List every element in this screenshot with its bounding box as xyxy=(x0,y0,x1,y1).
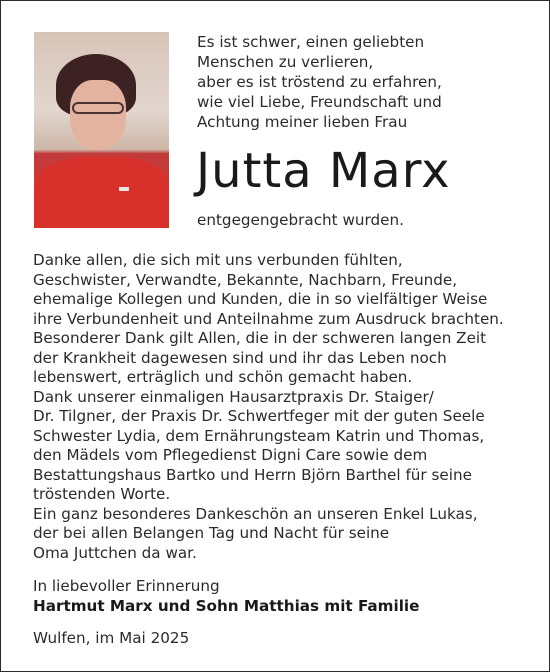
portrait-photo xyxy=(34,32,169,228)
verse xyxy=(197,32,442,132)
verse-line: Menschen zu verlieren, xyxy=(197,53,374,71)
thanks-line: ehemalige Kollegen und Kunden, die in so vielfältiger Weise xyxy=(33,290,488,308)
thanks-line: Schwester Lydia, dem Ernährungsteam Katrin und Thomas, xyxy=(33,426,485,445)
thanks-line: Besonderer Dank gilt Allen, die in der schweren langen Zeit xyxy=(33,329,487,347)
photo-face xyxy=(70,80,126,150)
photo-glasses xyxy=(72,102,124,114)
closing-phrase: In liebevoller Erinnerung xyxy=(33,577,220,595)
thanks-line: Dank unserer einmaligen Hausarztpraxis Dr. Staiger/ xyxy=(33,387,434,406)
thanks-line: Danke allen, die sich mit uns verbunden fühlten, xyxy=(33,251,403,269)
signature: Hartmut Marx und Sohn Matthias mit Familie xyxy=(33,597,420,615)
thanks-line: Bestattungshaus Bartko und Herrn Björn Barthel für seine xyxy=(33,465,472,484)
thanks-line: Ein ganz besonderes Dankeschön an unseren Enkel Lukas, xyxy=(33,504,478,523)
photo-shirt xyxy=(34,157,169,228)
verse-continuation: entgegengebracht wurden. xyxy=(197,211,404,229)
thanks-line: Dr. Tilgner, der Praxis Dr. Schwertfeger mit der guten Seele xyxy=(33,407,485,425)
verse-line: wie viel Liebe, Freundschaft und xyxy=(197,93,442,111)
thanks-line: ihre Verbundenheit und Anteilnahme zum Ausdruck brachten. xyxy=(33,309,504,328)
verse-line: aber es ist tröstend zu erfahren, xyxy=(197,73,442,91)
thanks-line: Geschwister, Verwandte, Bekannte, Nachbarn, Freunde, xyxy=(33,270,458,289)
thanks-line: lebenswert, erträglich und schön gemacht haben. xyxy=(33,368,413,386)
thanks-line: den Mädels vom Pflegedienst Digni Care sowie dem xyxy=(33,446,428,464)
photo-shirt-logo xyxy=(119,187,129,191)
thanks-line: Oma Juttchen da war. xyxy=(33,543,197,562)
thanks-text xyxy=(33,251,504,563)
place-date: Wulfen, im Mai 2025 xyxy=(33,629,190,647)
deceased-name: Jutta Marx xyxy=(196,143,451,199)
verse-line: Achtung meiner lieben Frau xyxy=(197,113,408,131)
thanks-line: der bei allen Belangen Tag und Nacht für seine xyxy=(33,524,390,542)
verse-line: Es ist schwer, einen geliebten xyxy=(197,33,425,51)
thanks-line: tröstenden Worte. xyxy=(33,485,171,503)
thanks-line: der Krankheit dagewesen sind und ihr das Leben noch xyxy=(33,348,447,367)
